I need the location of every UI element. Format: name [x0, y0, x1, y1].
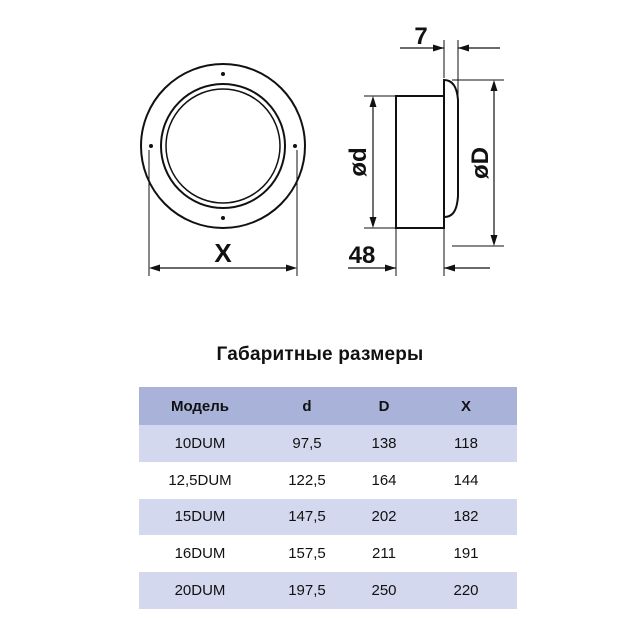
cell-model: 10DUM [139, 425, 261, 462]
cell-D: 202 [353, 499, 415, 536]
cell-X: 191 [453, 545, 479, 563]
cell-d: 197,5 [261, 572, 353, 609]
flange-arrow-right [458, 45, 469, 52]
front-view [141, 64, 305, 276]
cell-X: 182 [415, 499, 517, 536]
flange [444, 80, 458, 217]
cell-d: 122,5 [288, 471, 326, 489]
mounting-hole-left [149, 144, 153, 148]
table-title: Габаритные размеры [216, 344, 424, 365]
cell-d: 157,5 [288, 545, 326, 563]
table-row [139, 499, 517, 536]
header-D: D [353, 387, 415, 425]
depth-arrow-right [444, 265, 455, 272]
cell-X: 118 [415, 425, 517, 462]
cell-D: 250 [353, 572, 415, 609]
d-label: ød [345, 147, 372, 177]
mounting-hole-bottom [221, 216, 225, 220]
cell-X: 220 [415, 572, 517, 609]
collar-body [396, 96, 444, 228]
cell-d: 97,5 [261, 425, 353, 462]
cell-X: 144 [453, 471, 479, 489]
D-arrow-bottom [491, 235, 498, 246]
table-row [139, 462, 517, 499]
flange-arrow-left [433, 45, 444, 52]
cell-d: 147,5 [261, 499, 353, 536]
side-view [345, 23, 504, 276]
x-arrow-right [286, 265, 297, 272]
flange-label: 7 [414, 23, 428, 50]
header-model: Модель [139, 387, 261, 425]
dimensions-table [139, 387, 517, 609]
cell-model: 16DUM [174, 545, 226, 563]
cell-model: 12,5DUM [168, 471, 232, 489]
header-X: X [415, 387, 517, 425]
D-label: øD [467, 147, 494, 179]
depth-label: 48 [348, 242, 376, 269]
table-row [139, 535, 517, 572]
table-row [139, 425, 517, 462]
d-arrow-top [370, 96, 377, 107]
inner-ring [161, 84, 285, 208]
x-arrow-left [149, 265, 160, 272]
cell-D: 138 [353, 425, 415, 462]
header-d: d [261, 387, 353, 425]
cell-model: 15DUM [139, 499, 261, 536]
depth-arrow-left [385, 265, 396, 272]
mounting-hole-right [293, 144, 297, 148]
table-row [139, 572, 517, 609]
inner-ring-lip [166, 89, 280, 203]
table-header-row [139, 387, 517, 425]
mounting-hole-top [221, 72, 225, 76]
cell-D: 211 [372, 545, 396, 563]
cell-D: 164 [371, 471, 397, 489]
d-arrow-bottom [370, 217, 377, 228]
x-label: X [214, 238, 232, 268]
cell-model: 20DUM [139, 572, 261, 609]
D-arrow-top [491, 80, 498, 91]
